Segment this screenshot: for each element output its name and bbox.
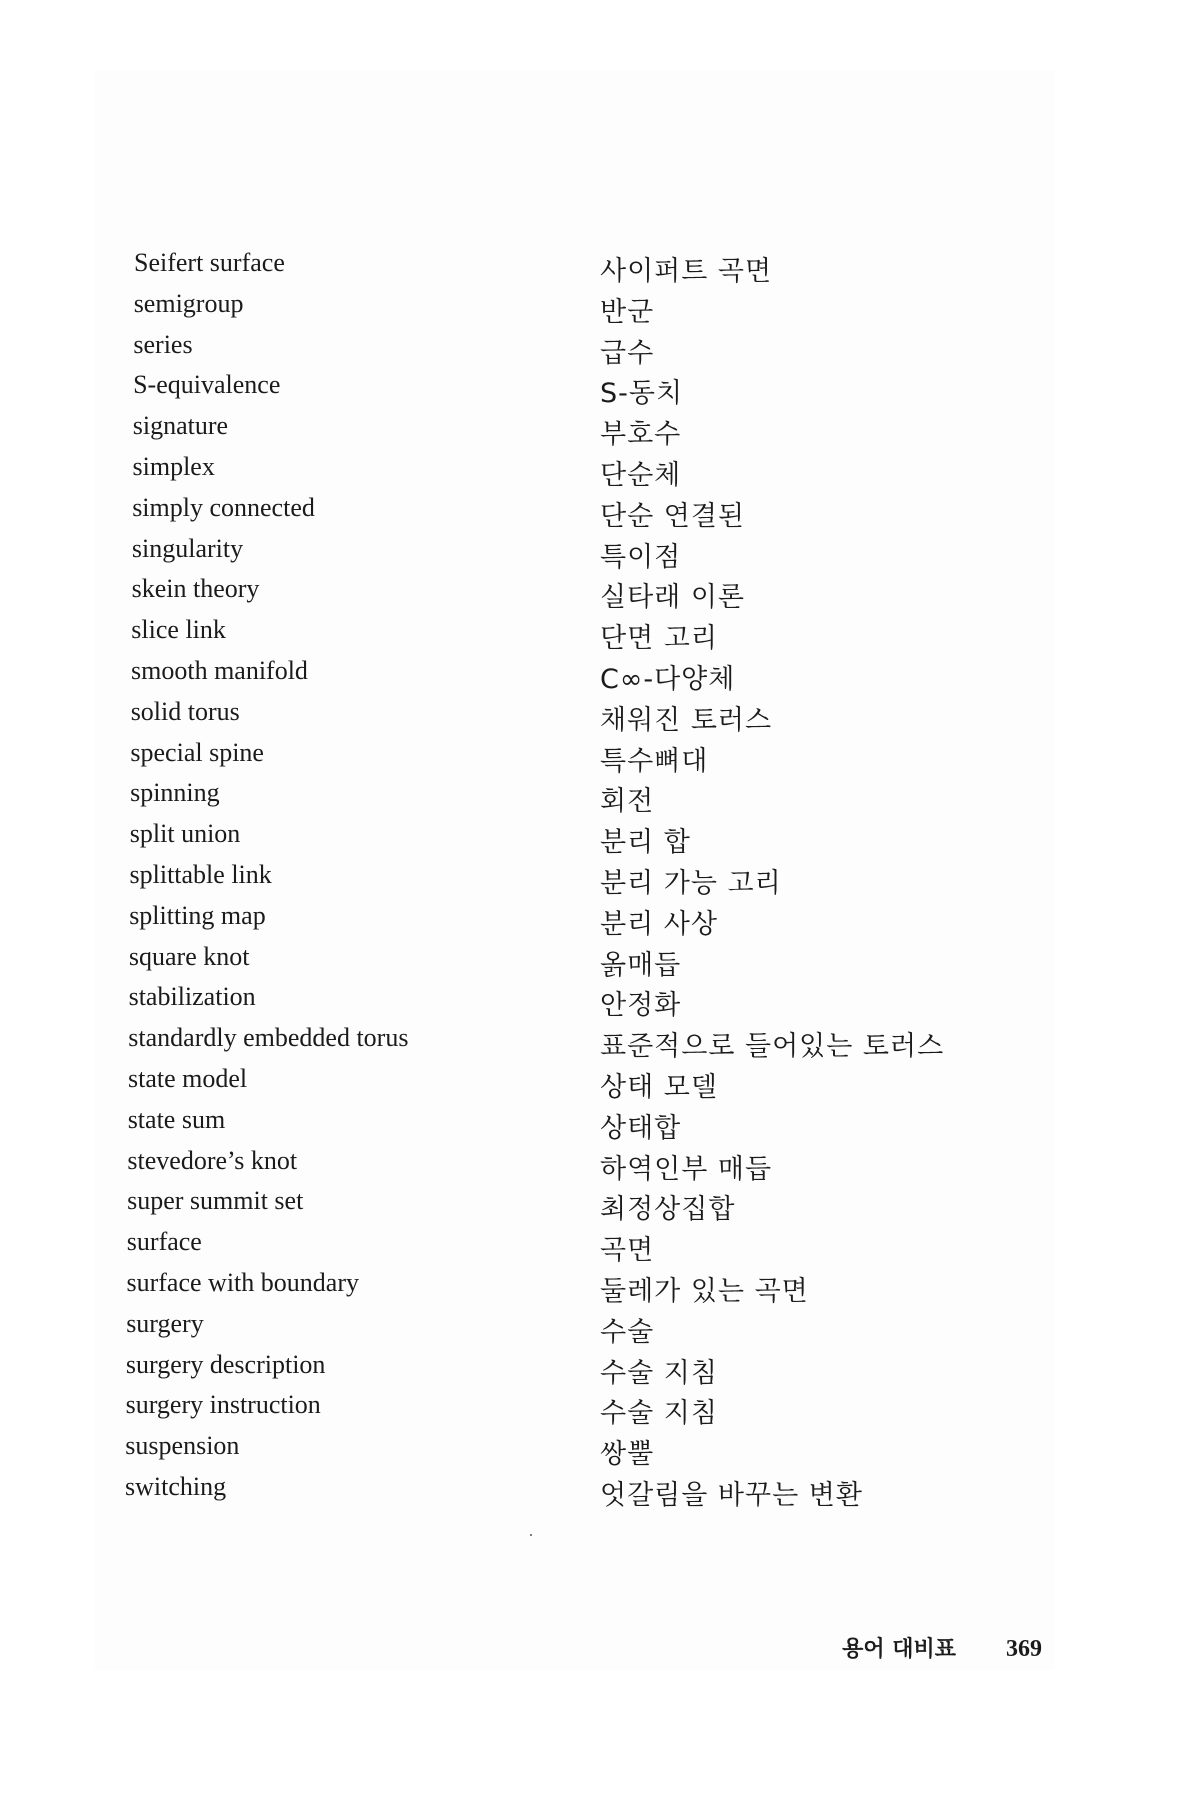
korean-term: 실타래 이론 <box>600 582 745 614</box>
english-term: Seifert surface <box>134 248 285 277</box>
english-term: semigroup <box>133 288 244 318</box>
glossary-entry <box>0 819 1200 860</box>
english-term: singularity <box>131 533 244 563</box>
korean-term: 안정화 <box>600 990 682 1022</box>
korean-term: 반군 <box>600 296 655 328</box>
glossary-entry <box>0 1105 1200 1146</box>
korean-term: S-동치 <box>600 378 684 410</box>
glossary-entry <box>0 982 1200 1023</box>
glossary-entry <box>0 452 1200 493</box>
english-term: special spine <box>130 737 264 767</box>
glossary-entry <box>0 942 1200 983</box>
english-term: surface <box>126 1227 202 1257</box>
glossary-entry <box>0 574 1200 615</box>
glossary-entry <box>0 411 1200 452</box>
english-term: series <box>133 329 193 359</box>
english-term: skein theory <box>131 574 260 604</box>
glossary-list <box>0 248 1200 1513</box>
korean-term: 분리 사상 <box>600 908 718 940</box>
korean-term: 특수뼈대 <box>600 745 709 777</box>
english-term: splitting map <box>129 900 266 930</box>
korean-term: 상태 모델 <box>600 1071 718 1103</box>
korean-term: C∞-다양체 <box>600 663 736 695</box>
korean-term: 채워진 토러스 <box>600 704 773 736</box>
page-number: 369 <box>1006 1636 1042 1662</box>
glossary-entry <box>0 493 1200 534</box>
glossary-entry <box>0 1390 1200 1431</box>
glossary-entry <box>0 1268 1200 1309</box>
english-term: stevedore’s knot <box>127 1145 298 1175</box>
glossary-entry <box>0 1146 1200 1187</box>
glossary-entry <box>0 1350 1200 1391</box>
glossary-entry <box>0 656 1200 697</box>
english-term: square knot <box>128 941 250 971</box>
korean-term: 분리 가능 고리 <box>600 867 782 899</box>
page-footer <box>842 1632 1042 1663</box>
korean-term: 부호수 <box>600 419 682 451</box>
glossary-entry <box>0 1472 1200 1513</box>
english-term: spinning <box>130 778 220 808</box>
english-term: state model <box>128 1063 248 1093</box>
english-term: slice link <box>131 615 226 645</box>
korean-term: 급수 <box>600 337 655 369</box>
korean-term: 회전 <box>600 786 655 818</box>
korean-term: 하역인부 매듭 <box>600 1153 773 1185</box>
korean-term: 곡면 <box>600 1235 655 1267</box>
korean-term: 옭매듭 <box>600 949 682 981</box>
korean-term: 단순체 <box>600 459 682 491</box>
running-footer-title: 용어 대비표 <box>842 1637 956 1662</box>
korean-term: 단순 연결된 <box>600 500 745 532</box>
korean-term: 둘레가 있는 곡면 <box>600 1275 809 1307</box>
glossary-entry <box>0 738 1200 779</box>
english-term: surgery instruction <box>125 1390 321 1420</box>
english-term: surgery <box>126 1308 204 1338</box>
korean-term: 엇갈림을 바꾸는 변환 <box>600 1479 863 1511</box>
korean-term: 분리 합 <box>600 827 691 859</box>
english-term: surface with boundary <box>126 1267 359 1297</box>
glossary-entry <box>0 615 1200 656</box>
english-term: surgery description <box>125 1349 326 1379</box>
korean-term: 수술 지침 <box>600 1357 718 1389</box>
english-term: state sum <box>127 1104 226 1134</box>
glossary-entry <box>0 860 1200 901</box>
korean-term: 표준적으로 들어있는 토러스 <box>600 1031 945 1063</box>
glossary-entry <box>0 901 1200 942</box>
glossary-entry <box>0 697 1200 738</box>
english-term: super summit set <box>127 1186 304 1216</box>
stray-print-dot <box>530 1534 532 1536</box>
korean-term: 최정상집합 <box>600 1194 736 1226</box>
glossary-entry <box>0 1023 1200 1064</box>
glossary-entry <box>0 534 1200 575</box>
korean-term: 수술 <box>600 1316 655 1348</box>
korean-term: 단면 고리 <box>600 623 718 655</box>
glossary-entry <box>0 1064 1200 1105</box>
english-term: stabilization <box>128 982 256 1012</box>
glossary-entry <box>0 248 1200 289</box>
glossary-entry <box>0 1186 1200 1227</box>
english-term: suspension <box>125 1431 240 1461</box>
glossary-entry <box>0 1227 1200 1268</box>
english-term: solid torus <box>130 696 240 726</box>
english-term: simplex <box>132 451 215 481</box>
korean-term: 수술 지침 <box>600 1398 718 1430</box>
english-term: standardly embedded torus <box>128 1023 409 1053</box>
korean-term: 쌍뿔 <box>600 1439 655 1471</box>
english-term: split union <box>129 819 241 849</box>
english-term: smooth manifold <box>131 655 308 685</box>
korean-term: 특이점 <box>600 541 682 573</box>
glossary-entry <box>0 330 1200 371</box>
english-term: switching <box>125 1471 227 1501</box>
glossary-entry <box>0 370 1200 411</box>
glossary-entry <box>0 289 1200 330</box>
glossary-entry <box>0 1431 1200 1472</box>
english-term: simply connected <box>132 492 315 522</box>
glossary-entry <box>0 778 1200 819</box>
english-term: splittable link <box>129 859 272 889</box>
english-term: signature <box>132 411 229 441</box>
korean-term: 상태합 <box>600 1112 682 1144</box>
korean-term: 사이퍼트 곡면 <box>600 256 773 287</box>
glossary-entry <box>0 1309 1200 1350</box>
english-term: S-equivalence <box>133 370 281 400</box>
